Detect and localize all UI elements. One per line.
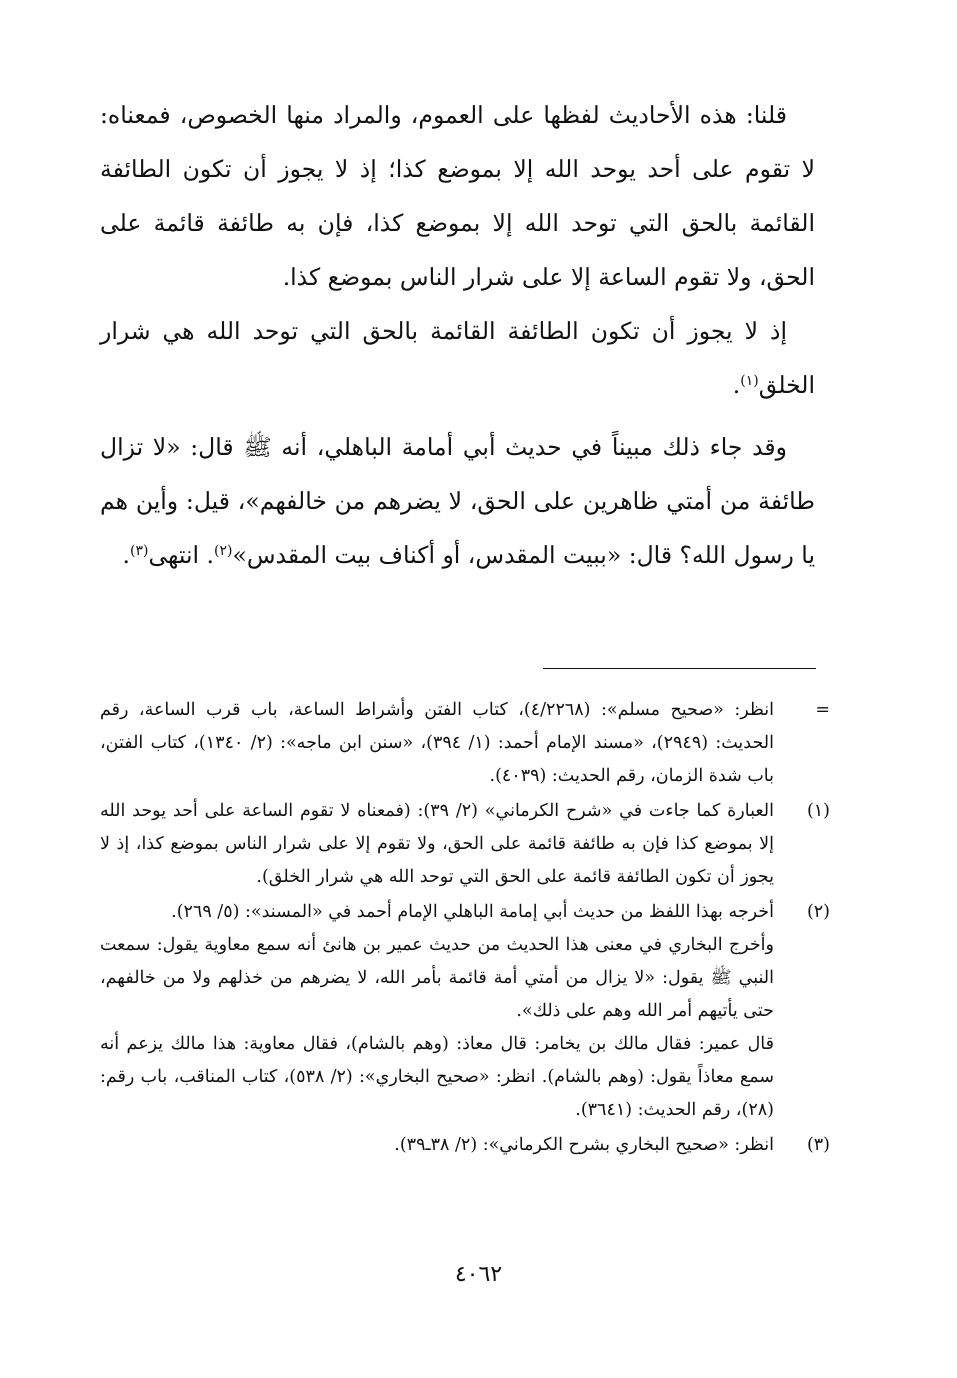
paragraph-2-end: . <box>732 371 741 399</box>
page-number: ٤٠٦٢ <box>454 1262 503 1287</box>
footnote-mark: (٣) <box>806 1135 830 1155</box>
footnote-text: انظر: «صحيح مسلم»: (٤/٢٢٦٨)، كتاب الفتن وأشراط الساعة، باب قرب الساعة، رقم الحديث: (٢٩٤٩)، «مسند الإمام أحمد: (١/ ٣٩٤)، «سنن ابن ماجه»: (٢/ ١٣٤٠)، كتاب الفتن، باب شدة الزمان، رقم الحديث: (٤٠٣٩). <box>100 700 774 786</box>
footnote-2 <box>100 896 830 1127</box>
footnote-continuation <box>100 694 830 793</box>
footnote-ref-2: (٢) <box>213 543 233 559</box>
paragraph-3-end: . انتهى <box>148 541 214 569</box>
footnote-text-continued: وأخرج البخاري في معنى هذا الحديث من حديث عمير بن هانئ أنه سمع معاوية يقول: سمعت النبي ﷺ يقول: «لا يزال من أمتي أمة قائمة بأمر الله، لا يضرهم من خذلهم ولا من خالفهم، حتى يأتيهم أمر الله وهم على ذلك». <box>100 935 774 1021</box>
footnote-text-continued: قال عمير: فقال مالك بن يخامر: قال معاذ: (وهم بالشام)، فقال معاوية: هذا مالك يزعم أنه سمع معاذاً يقول: (وهم بالشام). انظر: «صحيح البخاري»: (٢/ ٥٣٨)، كتاب المناقب، باب رقم: (٢٨)، رقم الحديث: (٣٦٤١). <box>100 1034 774 1120</box>
main-text <box>100 88 815 582</box>
footnote-text: العبارة كما جاءت في «شرح الكرماني» (٢/ ٣٩): (فمعناه لا تقوم الساعة على أحد يوحد الله إلا بموضع كذا فإن به طائفة قائمة على الحق، ولا تقوم إلا على شرار الناس بموضع كذا، إذ لا يجوز أن تكون الطائفة قائمة على الحق التي توحد الله هي شرار الخلق). <box>100 801 774 887</box>
footnote-mark: (١) <box>806 801 830 821</box>
footnote-ref-3: (٣) <box>129 543 149 559</box>
paragraph-3-text: وقد جاء ذلك مبيناً في حديث أبي أمامة الباهلي، أنه ﷺ قال: «لا تزال طائفة من أمتي ظاهرين على الحق، لا يضرهم من خالفهم»، قيل: وأين هم يا رسول الله؟ قال: «ببيت المقدس، أو أكناف بيت المقدس» <box>100 433 815 569</box>
paragraph-1: قلنا: هذه الأحاديث لفظها على العموم، والمراد منها الخصوص، فمعناه: لا تقوم على أحد يوحد الله إلا بموضع كذا؛ إذ لا يجوز أن تكون الطائفة القائمة بالحق التي توحد الله إلا بموضع كذا، فإن به طائفة قائمة على الحق، ولا تقوم الساعة إلا على شرار الناس بموضع كذا. <box>100 101 815 291</box>
paragraph-2-text: إذ لا يجوز أن تكون الطائفة القائمة بالحق التي توحد الله هي شرار الخلق <box>100 317 815 399</box>
footnote-mark: (٢) <box>806 902 830 922</box>
footnote-text: انظر: «صحيح البخاري بشرح الكرماني»: (٢/ ٣٨ـ٣٩). <box>394 1135 774 1155</box>
footnote-3 <box>100 1129 830 1162</box>
footnote-text: أخرجه بهذا اللفظ من حديث أبي إمامة الباهلي الإمام أحمد في «المسند»: (٥/ ٢٦٩). <box>171 902 774 922</box>
footnote-mark: = <box>815 700 830 720</box>
footnote-1 <box>100 795 830 894</box>
footnote-separator <box>543 668 816 669</box>
footnote-ref-1: (١) <box>740 373 759 389</box>
paragraph-2 <box>100 304 815 412</box>
paragraph-3 <box>100 420 815 582</box>
paragraph-3-end-2: . <box>122 541 130 569</box>
footnotes <box>100 692 830 1162</box>
